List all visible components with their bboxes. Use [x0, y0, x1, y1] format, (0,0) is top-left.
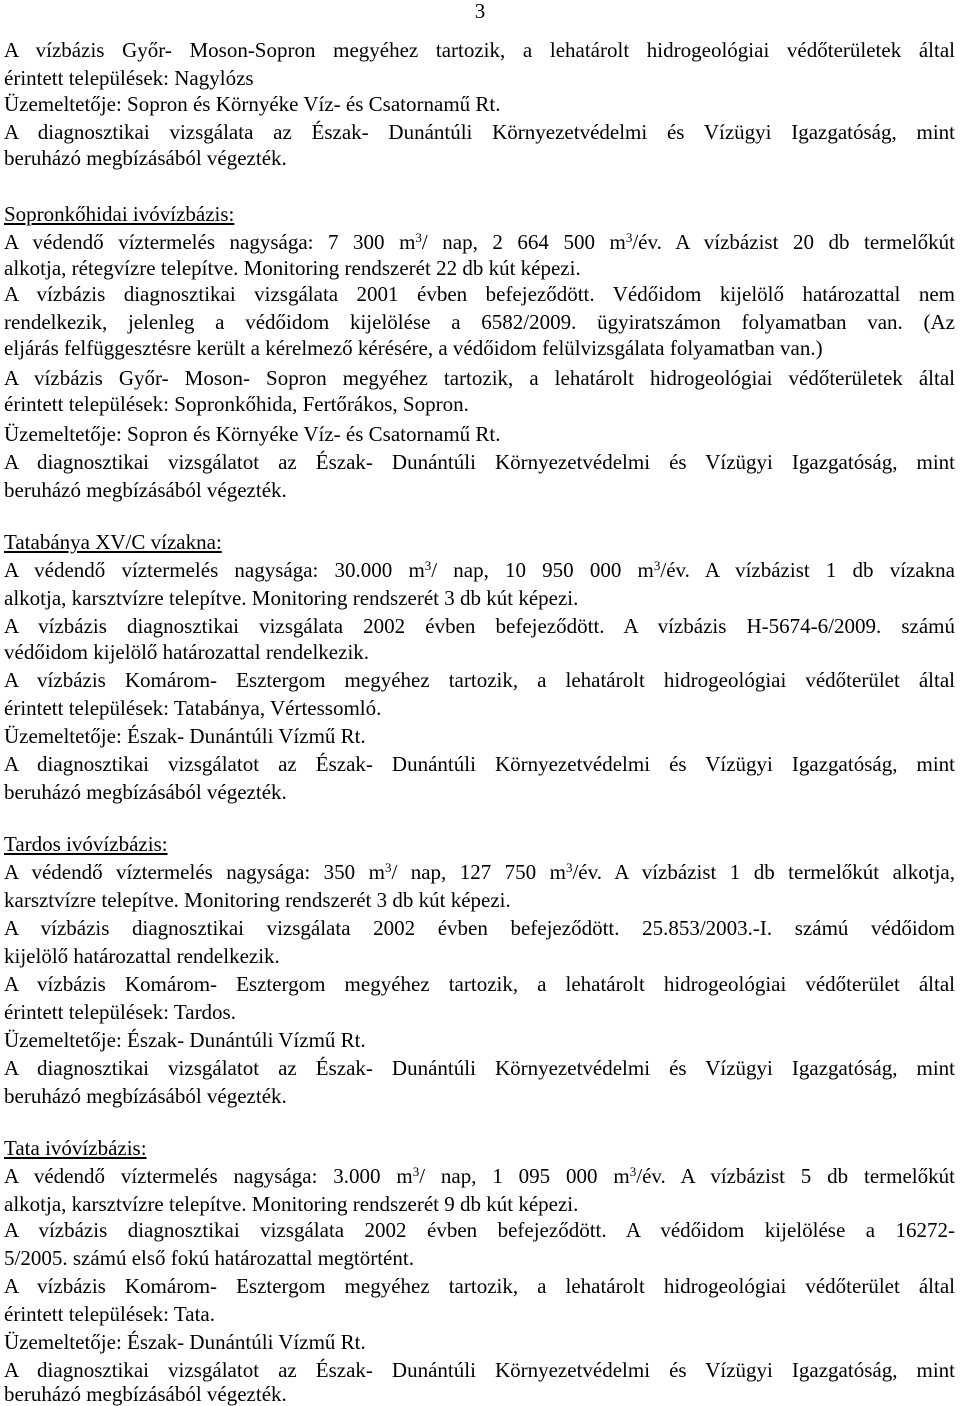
section-heading-text: Sopronkőhidai ivóvízbázis: — [4, 202, 235, 226]
section-heading — [4, 203, 955, 225]
body-line: A diagnosztikai vizsgálata az Észak- Dunántúli Környezetvédelmi és Vízügyi Igazgatóság, mint — [4, 120, 955, 144]
body-line: A vízbázis Komárom- Esztergom megyéhez tartozik, a lehatárolt hidrogeológiai védőterület által — [4, 972, 955, 996]
capacity-line — [4, 231, 955, 253]
capacity-text: /év. A vízbázist 1 db termelőkút alkotja, — [572, 860, 955, 884]
body-line: beruházó megbízásából végezték. — [4, 1382, 287, 1406]
body-line: Üzemeltetője: Észak- Dunántúli Vízmű Rt. — [4, 1028, 366, 1052]
body-line: A vízbázis Komárom- Esztergom megyéhez tartozik, a lehatárolt hidrogeológiai védőterület által — [4, 668, 955, 692]
body-line: A diagnosztikai vizsgálatot az Észak- Dunántúli Környezetvédelmi és Vízügyi Igazgatóság, mint — [4, 1358, 955, 1382]
body-line: beruházó megbízásából végezték. — [4, 780, 287, 804]
body-line: alkotja, karsztvízre telepítve. Monitoring rendszerét 3 db kút képezi. — [4, 586, 579, 610]
body-line: A vízbázis diagnosztikai vizsgálata 2002 évben befejeződött. A vízbázis H-5674-6/2009. számú — [4, 614, 955, 638]
body-line: A vízbázis Győr- Moson- Sopron megyéhez tartozik, a lehatárolt hidrogeológiai védőterületek által — [4, 366, 955, 390]
capacity-text: / nap, 10 950 000 m — [431, 558, 654, 582]
body-line: 5/2005. számú első fokú határozattal megtörtént. — [4, 1246, 414, 1270]
body-line: A diagnosztikai vizsgálatot az Észak- Dunántúli Környezetvédelmi és Vízügyi Igazgatóság, mint — [4, 450, 955, 474]
body-line: rendelkezik, jelenleg a védőidom kijelölése a 6582/2009. ügyiratszámon folyamatban van. (Az — [4, 310, 955, 334]
body-line: kijelölő határozattal rendelkezik. — [4, 944, 280, 968]
superscript: 3 — [384, 860, 392, 875]
capacity-text: / nap, 1 095 000 m — [419, 1164, 630, 1188]
body-line: alkotja, rétegvízre telepítve. Monitoring rendszerét 22 db kút képezi. — [4, 256, 581, 280]
section-heading — [4, 1137, 955, 1159]
body-line: A diagnosztikai vizsgálatot az Észak- Dunántúli Környezetvédelmi és Vízügyi Igazgatóság, mint — [4, 1056, 955, 1080]
superscript: 3 — [565, 860, 573, 875]
capacity-text: A védendő víztermelés nagysága: 3.000 m — [4, 1164, 413, 1188]
capacity-text: /év. A vízbázist 1 db vízakna — [660, 558, 955, 582]
body-line: Üzemeltetője: Sopron és Környéke Víz- és Csatornamű Rt. — [4, 92, 501, 116]
body-line: A vízbázis diagnosztikai vizsgálata 2001 évben befejeződött. Védőidom kijelölő határozattal nem — [4, 282, 955, 306]
superscript: 3 — [629, 1164, 637, 1179]
body-line: A vízbázis diagnosztikai vizsgálata 2002 évben befejeződött. A védőidom kijelölése a 16272- — [4, 1218, 955, 1242]
body-line: érintett települések: Sopronkőhida, Fertőrákos, Sopron. — [4, 392, 469, 416]
body-line: alkotja, karsztvízre telepítve. Monitoring rendszerét 9 db kút képezi. — [4, 1192, 579, 1216]
body-line: eljárás felfüggesztésre került a kérelmező kérésére, a védőidom felülvizsgálata folyamatban van.) — [4, 336, 823, 360]
body-line: érintett települések: Tardos. — [4, 1000, 236, 1024]
body-line: Üzemeltetője: Észak- Dunántúli Vízmű Rt. — [4, 724, 366, 748]
capacity-line — [4, 559, 955, 581]
capacity-text: / nap, 2 664 500 m — [421, 230, 626, 254]
section-heading — [4, 531, 955, 553]
body-line: A diagnosztikai vizsgálatot az Észak- Dunántúli Környezetvédelmi és Vízügyi Igazgatóság, mint — [4, 752, 955, 776]
capacity-text: A védendő víztermelés nagysága: 7 300 m — [4, 230, 416, 254]
superscript: 3 — [424, 558, 432, 573]
superscript: 3 — [415, 230, 422, 245]
superscript: 3 — [653, 558, 661, 573]
body-line: érintett települések: Nagylózs — [4, 66, 254, 90]
body-line: védőidom kijelölő határozattal rendelkezik. — [4, 640, 370, 664]
body-line: beruházó megbízásából végezték. — [4, 1084, 287, 1108]
body-line: beruházó megbízásából végezték. — [4, 478, 287, 502]
body-line: érintett települések: Tata. — [4, 1302, 215, 1326]
page-number: 3 — [474, 0, 486, 23]
section-heading-text: Tatabánya XV/C vízakna: — [4, 530, 222, 554]
body-line: Üzemeltetője: Észak- Dunántúli Vízmű Rt. — [4, 1330, 366, 1354]
superscript: 3 — [625, 230, 633, 245]
capacity-line — [4, 861, 955, 883]
body-line: A vízbázis Győr- Moson-Sopron megyéhez tartozik, a lehatárolt hidrogeológiai védőterületek által — [4, 38, 955, 62]
section-heading-text: Tata ivóvízbázis: — [4, 1136, 147, 1160]
capacity-text: /év. A vízbázist 20 db termelőkút — [632, 230, 955, 254]
body-line: érintett települések: Tatabánya, Vértessomló. — [4, 696, 382, 720]
body-line: beruházó megbízásából végezték. — [4, 146, 287, 170]
body-line: Üzemeltetője: Sopron és Környéke Víz- és Csatornamű Rt. — [4, 422, 501, 446]
section-heading-text: Tardos ivóvízbázis: — [4, 832, 168, 856]
body-line: karsztvízre telepítve. Monitoring rendszerét 3 db kút képezi. — [4, 888, 511, 912]
capacity-text: A védendő víztermelés nagysága: 30.000 m — [4, 558, 425, 582]
superscript: 3 — [412, 1164, 420, 1179]
capacity-text: /év. A vízbázist 5 db termelőkút — [636, 1164, 955, 1188]
capacity-text: / nap, 127 750 m — [391, 860, 566, 884]
body-line: A vízbázis diagnosztikai vizsgálata 2002 évben befejeződött. 25.853/2003.-I. számú védőidom — [4, 916, 955, 940]
capacity-text: A védendő víztermelés nagysága: 350 m — [4, 860, 385, 884]
section-heading — [4, 833, 955, 855]
body-line: A vízbázis Komárom- Esztergom megyéhez tartozik, a lehatárolt hidrogeológiai védőterület által — [4, 1274, 955, 1298]
capacity-line — [4, 1165, 955, 1187]
